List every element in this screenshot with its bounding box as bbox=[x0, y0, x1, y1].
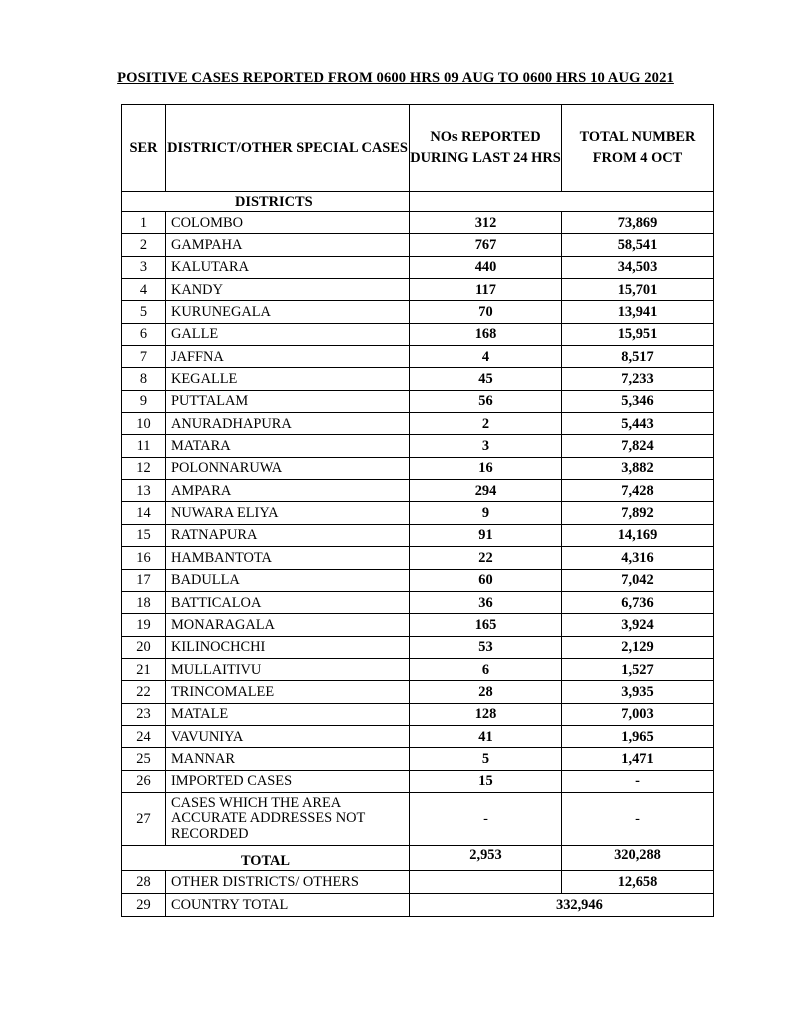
ser-cell: 18 bbox=[122, 591, 166, 613]
table-row bbox=[122, 413, 714, 435]
table-row bbox=[122, 681, 714, 703]
reported-cell: 36 bbox=[410, 591, 562, 613]
ser-cell: 10 bbox=[122, 413, 166, 435]
district-cell: NUWARA ELIYA bbox=[166, 502, 410, 524]
district-cell: AMPARA bbox=[166, 480, 410, 502]
ser-cell: 8 bbox=[122, 368, 166, 390]
table-row bbox=[122, 569, 714, 591]
total-cell: 5,443 bbox=[562, 413, 714, 435]
cases-table bbox=[121, 104, 714, 917]
ser-cell: 9 bbox=[122, 390, 166, 412]
ser-cell: 22 bbox=[122, 681, 166, 703]
total-cell: 7,892 bbox=[562, 502, 714, 524]
reported-cell: 9 bbox=[410, 502, 562, 524]
district-cell: CASES WHICH THE AREA ACCURATE ADDRESSES NOT RECORDED bbox=[166, 792, 410, 845]
table-row bbox=[122, 256, 714, 278]
reported-cell: 440 bbox=[410, 256, 562, 278]
district-cell: VAVUNIYA bbox=[166, 725, 410, 747]
table-row bbox=[122, 658, 714, 680]
total-cell: 13,941 bbox=[562, 301, 714, 323]
total-cell: 5,346 bbox=[562, 390, 714, 412]
district-cell: POLONNARUWA bbox=[166, 457, 410, 479]
ser-cell: 26 bbox=[122, 770, 166, 792]
total-cell: 6,736 bbox=[562, 591, 714, 613]
ser-cell: 3 bbox=[122, 256, 166, 278]
reported-cell: 91 bbox=[410, 524, 562, 546]
reported-cell: 53 bbox=[410, 636, 562, 658]
reported-cell bbox=[410, 870, 562, 893]
total-cell: 73,869 bbox=[562, 212, 714, 234]
table-row bbox=[122, 792, 714, 845]
total-cell: 15,951 bbox=[562, 323, 714, 345]
ser-cell: 15 bbox=[122, 524, 166, 546]
ser-cell: 24 bbox=[122, 725, 166, 747]
total-cell: 8,517 bbox=[562, 346, 714, 368]
reported-cell: 3 bbox=[410, 435, 562, 457]
ser-cell: 27 bbox=[122, 792, 166, 845]
total-row bbox=[122, 845, 714, 870]
table-row bbox=[122, 770, 714, 792]
reported-cell: 28 bbox=[410, 681, 562, 703]
total-cell: 12,658 bbox=[562, 870, 714, 893]
table-row bbox=[122, 636, 714, 658]
reported-cell: - bbox=[410, 792, 562, 845]
total-cell: 4,316 bbox=[562, 547, 714, 569]
ser-cell: 6 bbox=[122, 323, 166, 345]
table-row bbox=[122, 435, 714, 457]
district-cell: KILINOCHCHI bbox=[166, 636, 410, 658]
district-cell: MATARA bbox=[166, 435, 410, 457]
total-cell: 1,965 bbox=[562, 725, 714, 747]
reported-cell: 4 bbox=[410, 346, 562, 368]
table-row bbox=[122, 524, 714, 546]
total-cell: 58,541 bbox=[562, 234, 714, 256]
district-cell: IMPORTED CASES bbox=[166, 770, 410, 792]
total-cell: 15,701 bbox=[562, 279, 714, 301]
ser-cell: 28 bbox=[122, 870, 166, 893]
report-title: POSITIVE CASES REPORTED FROM 0600 HRS 09 AUG TO 0600 HRS 10 AUG 2021 bbox=[117, 70, 674, 86]
reported-cell: 60 bbox=[410, 569, 562, 591]
ser-cell: 21 bbox=[122, 658, 166, 680]
ser-cell: 2 bbox=[122, 234, 166, 256]
table-row bbox=[122, 725, 714, 747]
district-cell: KURUNEGALA bbox=[166, 301, 410, 323]
section-empty-cell bbox=[410, 192, 714, 212]
ser-cell: 20 bbox=[122, 636, 166, 658]
header-row bbox=[122, 105, 714, 192]
table-row bbox=[122, 703, 714, 725]
district-cell: GAMPAHA bbox=[166, 234, 410, 256]
table-row bbox=[122, 614, 714, 636]
ser-cell: 14 bbox=[122, 502, 166, 524]
ser-cell: 16 bbox=[122, 547, 166, 569]
total-cell: 7,042 bbox=[562, 569, 714, 591]
district-cell: MONARAGALA bbox=[166, 614, 410, 636]
country-total-row bbox=[122, 893, 714, 916]
district-cell: KEGALLE bbox=[166, 368, 410, 390]
reported-cell: 22 bbox=[410, 547, 562, 569]
total-cell: 7,428 bbox=[562, 480, 714, 502]
district-cell: MULLAITIVU bbox=[166, 658, 410, 680]
district-cell: HAMBANTOTA bbox=[166, 547, 410, 569]
table-row bbox=[122, 547, 714, 569]
reported-cell: 16 bbox=[410, 457, 562, 479]
total-cell: 14,169 bbox=[562, 524, 714, 546]
reported-cell: 312 bbox=[410, 212, 562, 234]
ser-cell: 23 bbox=[122, 703, 166, 725]
ser-cell: 4 bbox=[122, 279, 166, 301]
reported-cell: 767 bbox=[410, 234, 562, 256]
total-cell: 7,233 bbox=[562, 368, 714, 390]
ser-cell: 13 bbox=[122, 480, 166, 502]
table-row bbox=[122, 480, 714, 502]
table-row bbox=[122, 870, 714, 893]
reported-cell: 41 bbox=[410, 725, 562, 747]
ser-cell: 29 bbox=[122, 893, 166, 916]
ser-cell: 25 bbox=[122, 748, 166, 770]
ser-cell: 5 bbox=[122, 301, 166, 323]
total-cell: 3,935 bbox=[562, 681, 714, 703]
table-row bbox=[122, 323, 714, 345]
table-row bbox=[122, 279, 714, 301]
table-row bbox=[122, 346, 714, 368]
district-cell: TRINCOMALEE bbox=[166, 681, 410, 703]
reported-cell: 294 bbox=[410, 480, 562, 502]
district-cell: RATNAPURA bbox=[166, 524, 410, 546]
district-cell: MATALE bbox=[166, 703, 410, 725]
district-cell: BATTICALOA bbox=[166, 591, 410, 613]
total-cell: - bbox=[562, 770, 714, 792]
reported-cell: 56 bbox=[410, 390, 562, 412]
reported-cell: 70 bbox=[410, 301, 562, 323]
district-cell: OTHER DISTRICTS/ OTHERS bbox=[166, 870, 410, 893]
table-row bbox=[122, 591, 714, 613]
district-cell: COUNTRY TOTAL bbox=[166, 893, 410, 916]
total-reported-cell: 2,953 bbox=[410, 845, 562, 870]
reported-cell: 5 bbox=[410, 748, 562, 770]
section-row-districts bbox=[122, 192, 714, 212]
total-cell: 34,503 bbox=[562, 256, 714, 278]
district-cell: BADULLA bbox=[166, 569, 410, 591]
table-row bbox=[122, 748, 714, 770]
ser-cell: 12 bbox=[122, 457, 166, 479]
table-row bbox=[122, 390, 714, 412]
table-row bbox=[122, 502, 714, 524]
district-cell: KALUTARA bbox=[166, 256, 410, 278]
total-cell: 2,129 bbox=[562, 636, 714, 658]
header-ser: SER bbox=[122, 105, 166, 192]
table-row bbox=[122, 301, 714, 323]
district-cell: ANURADHAPURA bbox=[166, 413, 410, 435]
total-cell: 7,824 bbox=[562, 435, 714, 457]
reported-cell: 117 bbox=[410, 279, 562, 301]
ser-cell: 17 bbox=[122, 569, 166, 591]
header-district: DISTRICT/OTHER SPECIAL CASES bbox=[166, 105, 410, 192]
ser-cell: 7 bbox=[122, 346, 166, 368]
country-total-cell: 332,946 bbox=[410, 893, 714, 916]
reported-cell: 15 bbox=[410, 770, 562, 792]
section-label: DISTRICTS bbox=[122, 192, 410, 212]
total-cell: 3,924 bbox=[562, 614, 714, 636]
reported-cell: 128 bbox=[410, 703, 562, 725]
reported-cell: 168 bbox=[410, 323, 562, 345]
district-cell: PUTTALAM bbox=[166, 390, 410, 412]
total-cell: 7,003 bbox=[562, 703, 714, 725]
ser-cell: 11 bbox=[122, 435, 166, 457]
reported-cell: 45 bbox=[410, 368, 562, 390]
total-cell: 1,527 bbox=[562, 658, 714, 680]
district-cell: GALLE bbox=[166, 323, 410, 345]
total-cell: 1,471 bbox=[562, 748, 714, 770]
ser-cell: 1 bbox=[122, 212, 166, 234]
total-cell: 3,882 bbox=[562, 457, 714, 479]
district-cell: JAFFNA bbox=[166, 346, 410, 368]
reported-cell: 165 bbox=[410, 614, 562, 636]
reported-cell: 6 bbox=[410, 658, 562, 680]
reported-cell: 2 bbox=[410, 413, 562, 435]
table-row bbox=[122, 368, 714, 390]
district-cell: MANNAR bbox=[166, 748, 410, 770]
district-cell: KANDY bbox=[166, 279, 410, 301]
table-row bbox=[122, 457, 714, 479]
district-cell: COLOMBO bbox=[166, 212, 410, 234]
header-total: TOTAL NUMBER FROM 4 OCT bbox=[562, 105, 714, 192]
ser-cell: 19 bbox=[122, 614, 166, 636]
header-reported: NOs REPORTED DURING LAST 24 HRS bbox=[410, 105, 562, 192]
table-row bbox=[122, 234, 714, 256]
table-row bbox=[122, 212, 714, 234]
total-label: TOTAL bbox=[122, 845, 410, 870]
total-cell: - bbox=[562, 792, 714, 845]
total-total-cell: 320,288 bbox=[562, 845, 714, 870]
